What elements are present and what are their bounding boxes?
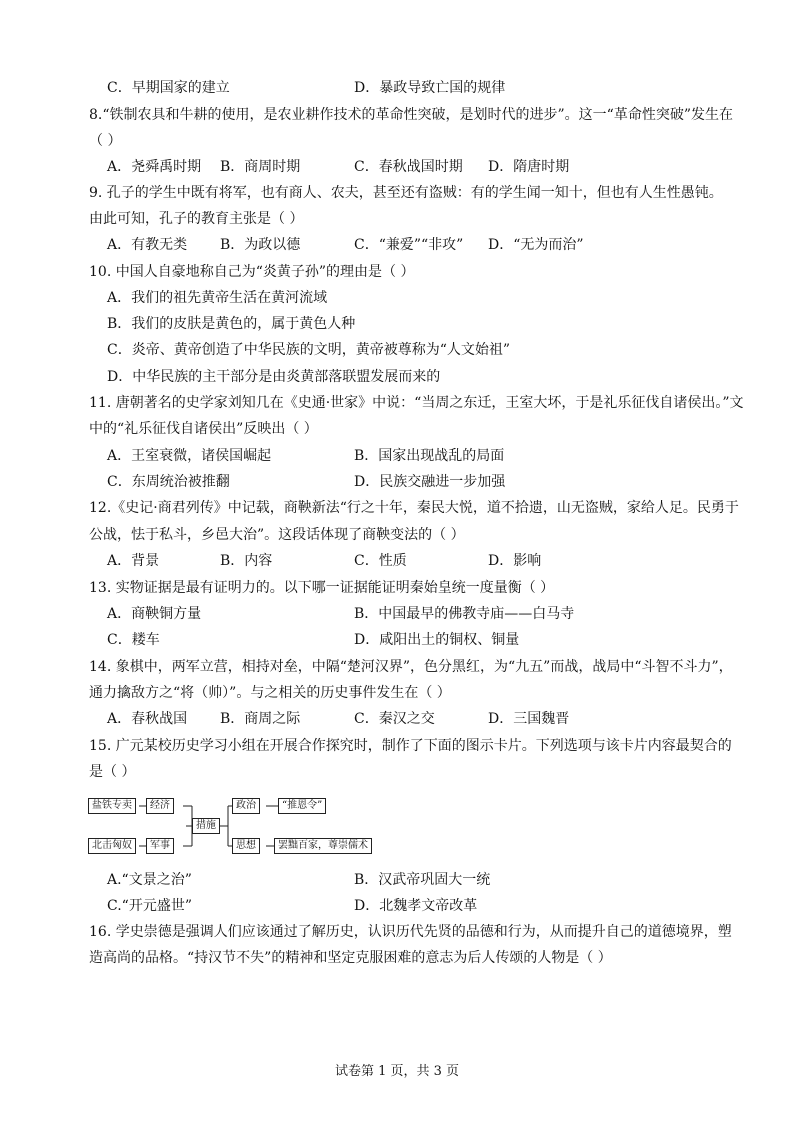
q9-option-d: D．“无为而治” (488, 237, 584, 253)
q13-option-b: B．中国最早的佛教寺庙——白马寺 (354, 606, 575, 622)
q15-diagram-right-top: 政治 (232, 798, 260, 814)
q9-stem-line2: 由此可知，孔子的教育主张是（ ） (89, 211, 304, 227)
q8-option-c: C．春秋战国时期 (354, 159, 463, 175)
q13-option-c: C．耧车 (107, 632, 160, 648)
q8-option-a: A．尧舜禹时期 (107, 159, 202, 175)
q11-option-d: D．民族交融进一步加强 (354, 474, 506, 490)
q12-stem-line1: 12.《史记·商君列传》中记载，商鞅新法“行之十年，秦民大悦，道不拾遗，山无盗贼，家给人足。民勇于 (89, 500, 739, 516)
q15-option-c: C.“开元盛世” (107, 898, 192, 914)
q16-stem-line1: 16. 学史崇德是强调人们应该通过了解历史，认识历代先贤的品德和行为，从而提升自己的道德境界，塑 (89, 924, 732, 940)
q12-option-c: C．性质 (354, 553, 407, 569)
q10-option-c: C．炎帝、黄帝创造了中华民族的文明，黄帝被尊称为“人文始祖” (107, 342, 511, 358)
q15-option-a: A.“文景之治” (107, 872, 192, 888)
q8-stem-line1: 8.“铁制农具和牛耕的使用，是农业耕作技术的革命性突破，是划时代的进步”。这一“革命性突破”发生在 (89, 107, 733, 123)
q8-option-b: B．商周时期 (220, 159, 301, 175)
q13-option-a: A．商鞅铜方量 (107, 606, 202, 622)
q11-option-c: C．东周统治被推翻 (107, 474, 230, 490)
q15-diagram-far-bottom: 罢黜百家，尊崇儒术 (274, 838, 372, 854)
q12-option-a: A．背景 (107, 553, 160, 569)
q11-option-b: B．国家出现战乱的局面 (354, 448, 505, 464)
q12-option-b: B．内容 (220, 553, 273, 569)
q13-option-d: D．咸阳出土的铜权、铜量 (354, 632, 520, 648)
q12-option-d: D．影响 (488, 553, 542, 569)
q12-stem-line2: 公战，怯于私斗，乡邑大治”。这段话体现了商鞅变法的（ ） (89, 527, 465, 543)
q9-option-c: C．“兼爱”“非攻” (354, 237, 464, 253)
q15-diagram-center: 措施 (192, 818, 220, 834)
q10-option-d: D．中华民族的主干部分是由炎黄部落联盟发展而来的 (107, 369, 441, 385)
q11-stem-line2: 中的“礼乐征伐自诸侯出”反映出（ ） (89, 421, 318, 437)
q15-diagram-left-bottom: 北击匈奴 (88, 838, 136, 854)
q15-option-b: B．汉武帝巩固大一统 (354, 872, 491, 888)
q15-diagram-mid-top: 经济 (146, 798, 174, 814)
q15-diagram-far-top: “推恩令” (278, 798, 326, 814)
page-footer: 试卷第 1 页，共 3 页 (334, 1064, 460, 1079)
q8-stem-line2: （ ） (89, 133, 122, 149)
q15-stem-line1: 15. 广元某校历史学习小组在开展合作探究时，制作了下面的图示卡片。下列选项与该卡片内容最契合的 (89, 738, 732, 754)
q10-stem: 10. 中国人自豪地称自己为“炎黄子孙”的理由是（ ） (89, 264, 415, 280)
q16-stem-line2: 造高尚的品格。“持汉节不失”的精神和坚定克服困难的意志为后人传颂的人物是（ ） (89, 950, 612, 966)
q9-option-b: B．为政以德 (220, 237, 301, 253)
q7-option-c: C．早期国家的建立 (107, 80, 230, 96)
q14-option-d: D．三国魏晋 (488, 711, 570, 727)
q14-stem-line2: 通力擒敌方之“将（帅）”。与之相关的历史事件发生在（ ） (89, 685, 451, 701)
q10-option-b: B．我们的皮肤是黄色的，属于黄色人种 (107, 316, 356, 332)
q11-stem-line1: 11. 唐朝著名的史学家刘知几在《史通·世家》中说：“当周之东迁，王室大坏，于是礼乐征伐自诸侯出。”文 (89, 395, 744, 411)
q15-diagram-left-top: 盐铁专卖 (88, 798, 136, 814)
q11-option-a: A．王室衰微，诸侯国崛起 (107, 448, 272, 464)
q15-diagram-mid-bottom: 军事 (146, 838, 174, 854)
q14-stem-line1: 14. 象棋中，两军立营，相持对垒，中隔“楚河汉界”，色分黑红，为“九五”而战，战局中“斗智不斗力”， (89, 659, 733, 675)
q14-option-c: C．秦汉之交 (354, 711, 435, 727)
q15-diagram-right-bottom: 思想 (232, 838, 260, 854)
q14-option-a: A．春秋战国 (107, 711, 188, 727)
q9-stem-line1: 9. 孔子的学生中既有将军，也有商人、农夫，甚至还有盗贼：有的学生闻一知十，但也有人生性愚钝。 (89, 185, 723, 201)
q15-stem-line2: 是（ ） (89, 764, 136, 780)
q8-option-d: D．隋唐时期 (488, 159, 570, 175)
q13-stem: 13. 实物证据是最有证明力的。以下哪一证据能证明秦始皇统一度量衡（ ） (89, 580, 555, 596)
q9-option-a: A．有教无类 (107, 237, 188, 253)
q14-option-b: B．商周之际 (220, 711, 301, 727)
q7-option-d: D．暴政导致亡国的规律 (354, 80, 506, 96)
q15-option-d: D．北魏孝文帝改革 (354, 898, 478, 914)
q10-option-a: A．我们的祖先黄帝生活在黄河流域 (107, 290, 328, 306)
